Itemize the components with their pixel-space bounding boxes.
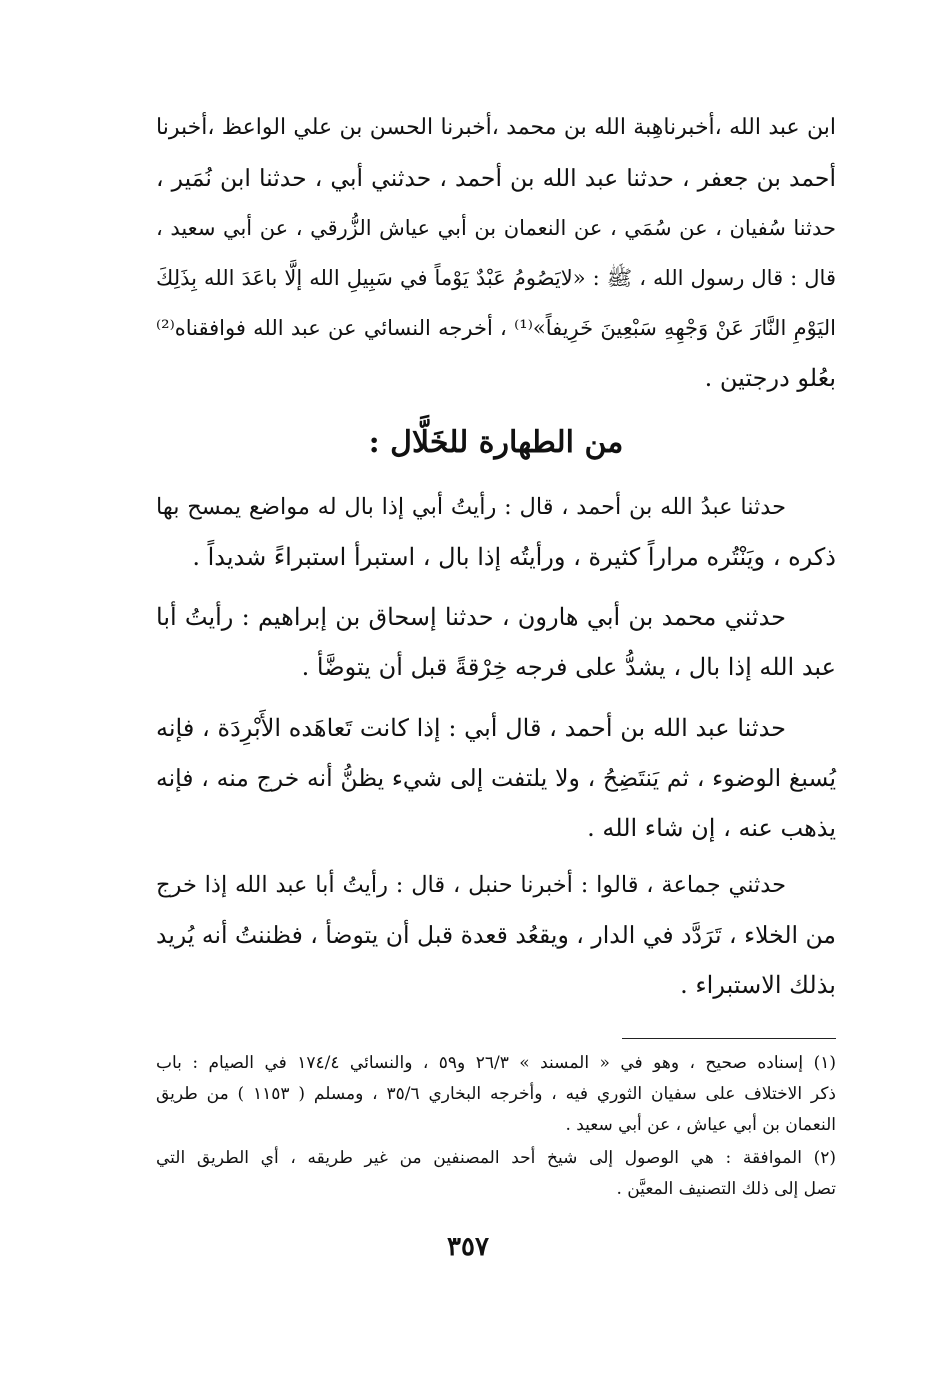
text-line: يُسبغ الوضوء ، ثم يَنتَضِحُ ، ولا يلتفت إلى شيء يظنُّ أنه خرج منه ، فإنه [156,764,836,792]
paragraph [156,592,836,692]
footnote-line: ذكر الاختلاف على سفيان الثوري فيه ، وأخرجه البخاري ٣٥/٦ ، ومسلم ( ١١٥٣ ) من طريق [156,1084,836,1104]
footnote-line: النعمان بن أبي عياش ، عن أبي سعيد . [565,1115,836,1135]
footnote-2 [156,1143,836,1205]
text-line: بعُلو درجتين . [704,364,836,392]
text-line: حدثني جماعة ، قالوا : أخبرنا حنبل ، قال : رأيتُ أبا عبد الله إذا خرج [156,872,786,898]
section-heading: من الطهارة للخَلَّال : [368,425,624,460]
text-line: ذكره ، ويَنْتُره مراراً كثيرة ، ورأيتُه إذا بال ، استبرأ استبراءً شديداً . [192,543,836,571]
text-line: من الخلاء ، تَرَدَّد في الدار ، ويقعُد قعدة قبل أن يتوضأ ، فظننتُ أنه يُريد [156,921,836,949]
text-line: حدثنا عبد الله بن أحمد ، قال أبي : إذا كانت تَعاهَده الأَبْرِدَة ، فإنه [156,714,786,742]
footnote-line: (٢) الموافقة : هي الوصول إلى شيخ أحد المصنفين من غير طريقه ، أي الطريق التي [156,1148,836,1168]
page-number: ٣٥٧ [447,1232,489,1262]
paragraph [156,703,836,853]
footnotes [156,1048,836,1205]
text-line: حدثنا سُفيان ، عن سُمَي ، عن النعمان بن أبي عياش الزُّرقي ، عن أبي سعيد ، [156,216,836,240]
footnote-line: (١) إسناده صحيح ، وهو في « المسند » ٢٦/٣ و٥٩ ، والنسائي ١٧٤/٤ في الصيام : باب [156,1053,836,1073]
text-line: بذلك الاستبراء . [680,971,836,999]
paragraph [156,482,836,582]
text-line: حدثنا عبدُ الله بن أحمد ، قال : رأيتُ أبي إذا بال له مواضع يمسح بها [156,494,786,520]
text-line: ابن عبد الله ،أخبرناهِبة الله بن محمد ،أخبرنا الحسن بن علي الواعظ ،أخبرنا [156,115,836,140]
text-line: أحمد بن جعفر ، حدثنا عبد الله بن أحمد ، حدثني أبي ، حدثنا ابن نُمَير ، [156,164,836,192]
paragraph [156,860,836,1010]
footnote-divider [622,1038,836,1039]
footnote-line: تصل إلى ذلك التصنيف المعيَّن . [616,1179,836,1199]
text-line: عبد الله إذا بال ، يشدُّ على فرجه خِرْقةً قبل أن يتوضَّأ . [301,653,836,681]
text-line: حدثني محمد بن أبي هارون ، حدثنا إسحاق بن إبراهيم : رأيتُ أبا [156,603,786,631]
intro-paragraph [156,103,836,403]
footnote-1 [156,1048,836,1141]
text-line: اليَوْمِ النَّارَ عَنْ وَجْهِهِ سَبْعِينَ خَرِيفاً»⁽¹⁾ ، أخرجه النسائي عن عبد الله فوافقناه⁽²⁾ [156,316,836,340]
text-line: يذهب عنه ، إن شاء الله . [587,814,836,842]
text-line: قال : قال رسول الله ، ﷺ : «لايَصُومُ عَبْدٌ يَوْماً في سَبِيلِ الله إلَّا باعَدَ الله بِذَلِكَ [156,266,836,290]
